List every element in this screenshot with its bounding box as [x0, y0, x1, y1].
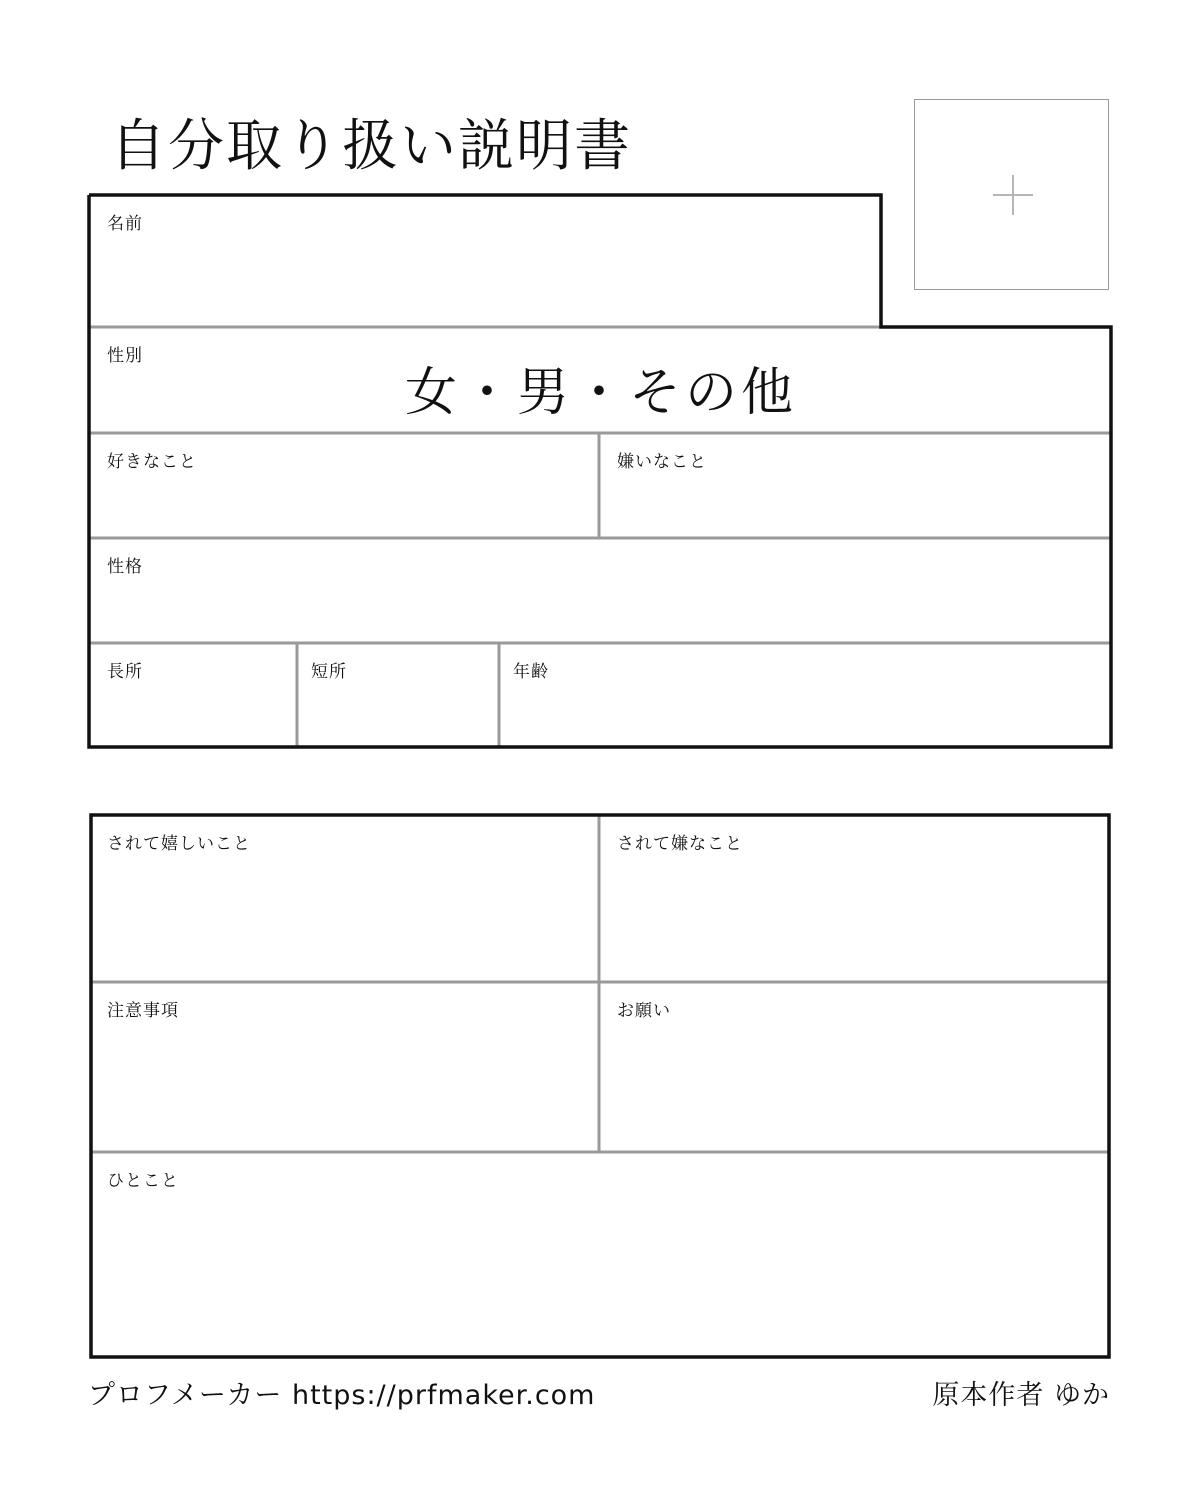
- plus-icon: [993, 175, 1033, 215]
- personality-field[interactable]: [89, 538, 1111, 643]
- gender-options: 女・男・その他: [405, 363, 798, 423]
- requests-field[interactable]: [599, 982, 1109, 1152]
- name-field[interactable]: [89, 195, 881, 327]
- name-label: 名前: [107, 214, 143, 234]
- gender-label: 性別: [107, 346, 143, 366]
- strengths-label: 長所: [107, 662, 143, 682]
- notes-label: 注意事項: [107, 1001, 179, 1021]
- comment-field[interactable]: [89, 1152, 1109, 1357]
- personality-label: 性格: [107, 557, 143, 577]
- happy-things-label: されて嬉しいこと: [107, 834, 251, 854]
- dislikes-label: 嫌いなこと: [617, 452, 707, 472]
- notes-field[interactable]: [89, 982, 599, 1152]
- requests-label: お願い: [617, 1001, 671, 1021]
- dislikes-field[interactable]: [599, 433, 1111, 538]
- comment-label: ひとこと: [107, 1171, 179, 1191]
- likes-label: 好きなこと: [107, 452, 197, 472]
- unhappy-things-label: されて嫌なこと: [617, 834, 743, 854]
- likes-field[interactable]: [89, 433, 599, 538]
- age-field[interactable]: [499, 643, 1111, 747]
- unhappy-things-field[interactable]: [599, 815, 1109, 982]
- weaknesses-label: 短所: [311, 662, 347, 682]
- page-title: 自分取り扱い説明書: [110, 114, 632, 179]
- footer-author: 原本作者 ゆか: [932, 1380, 1110, 1411]
- age-label: 年齢: [513, 662, 549, 682]
- happy-things-field[interactable]: [89, 815, 599, 982]
- photo-upload-box[interactable]: [914, 99, 1109, 290]
- weaknesses-field[interactable]: [297, 643, 499, 747]
- footer-credit-link[interactable]: プロフメーカー https://prfmaker.com: [88, 1380, 596, 1411]
- strengths-field[interactable]: [89, 643, 297, 747]
